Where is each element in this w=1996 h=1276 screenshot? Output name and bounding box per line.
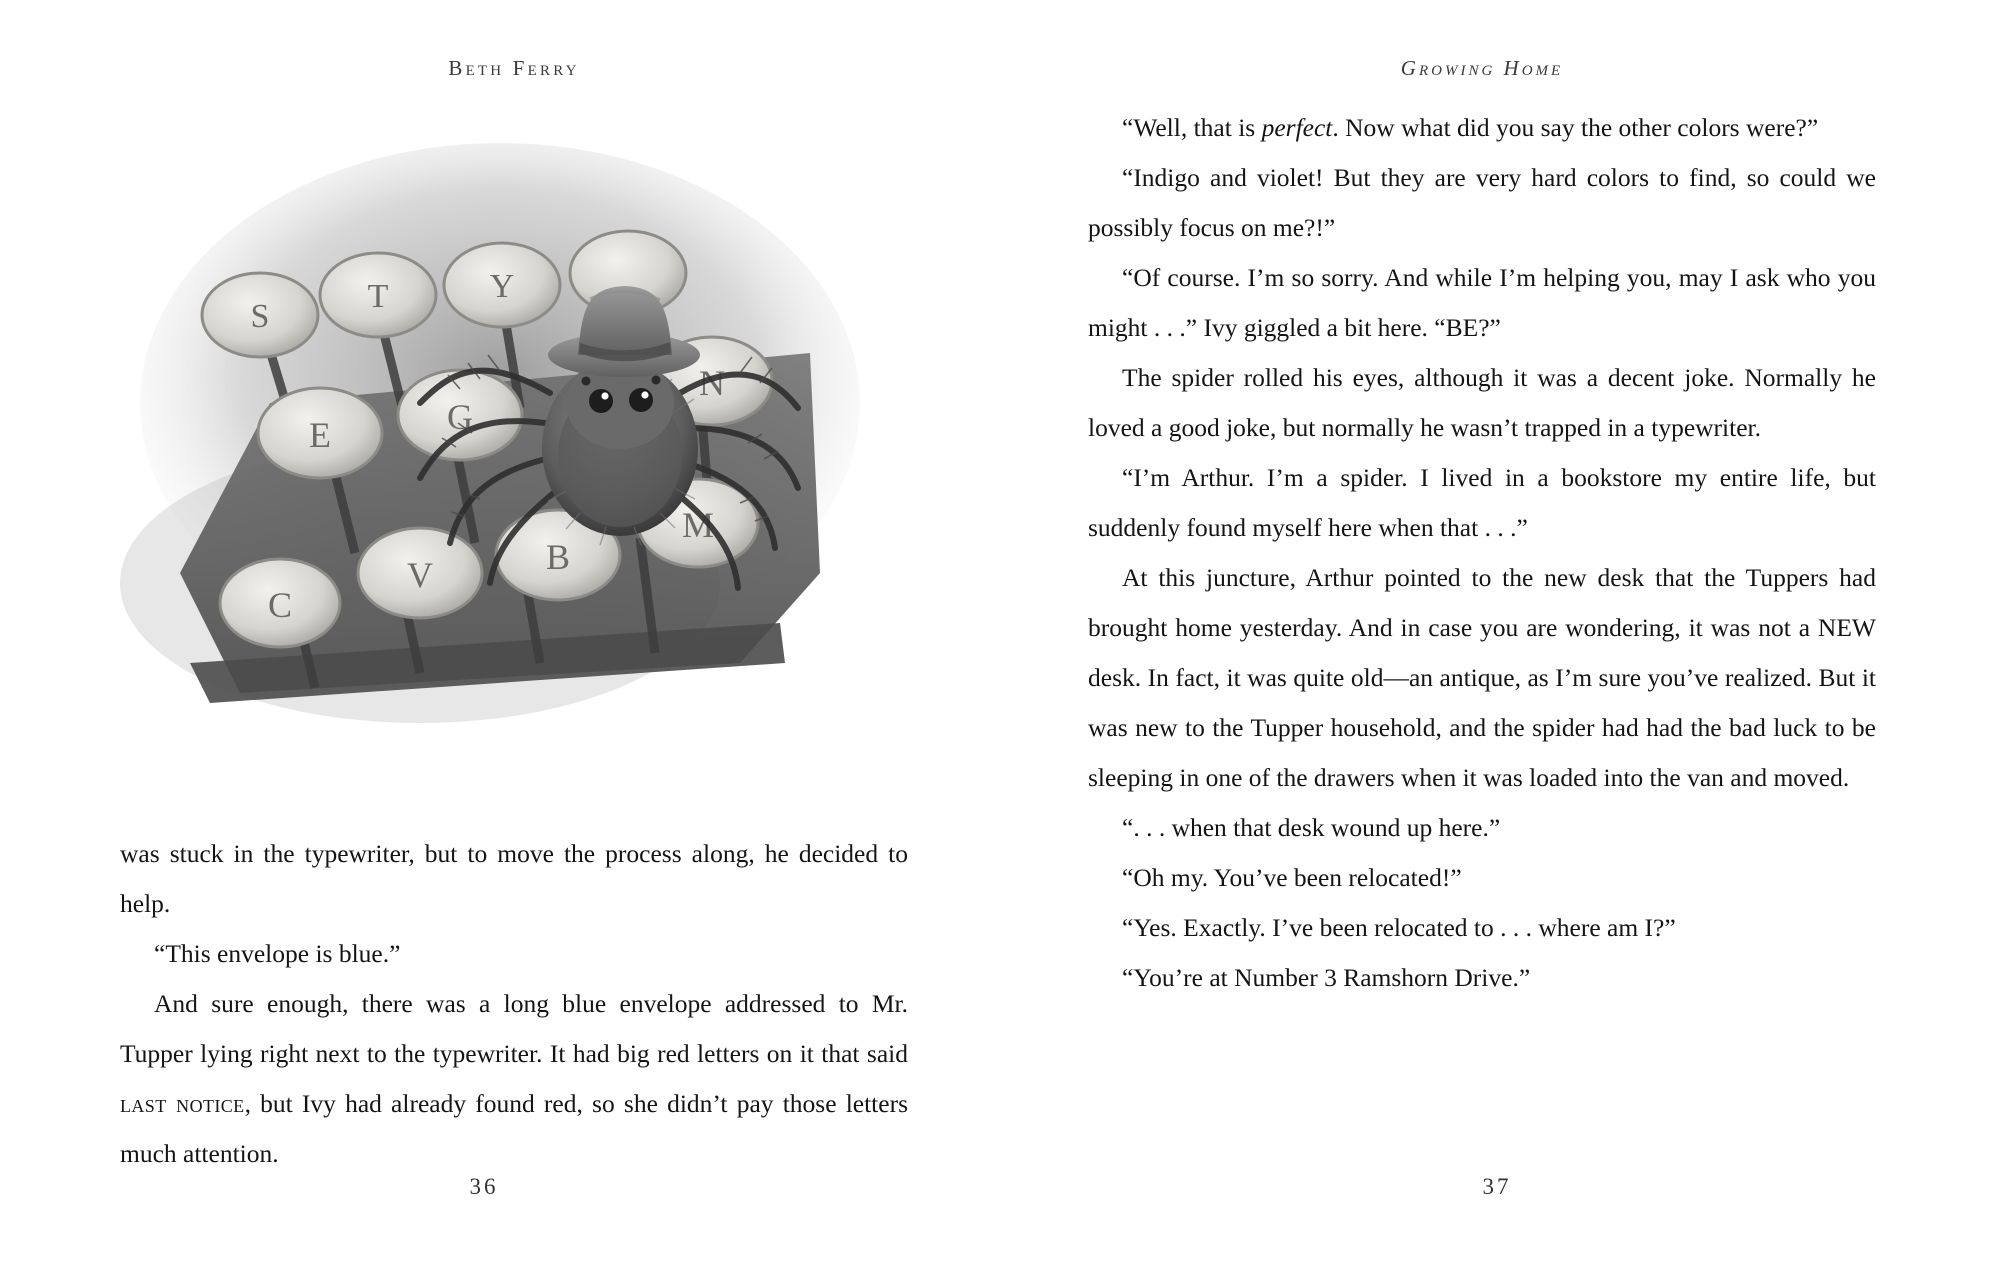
svg-text:E: E [309, 415, 331, 455]
page-number-right: 37 [1482, 1174, 1512, 1199]
paragraph-part: “Well, that is [1122, 113, 1262, 142]
paragraph: “Of course. I’m so sorry. And while I’m helping you, may I ask who you might . . .” Ivy giggled a bit here. “BE?” [1088, 263, 1876, 342]
paragraph: The spider rolled his eyes, although it was a decent joke. Normally he loved a good joke, but normally he wasn’t trapped in a typewriter. [1088, 363, 1876, 442]
paragraph: “Indigo and violet! But they are very hard colors to find, so could we possibly focus on me?!” [1088, 163, 1876, 242]
svg-text:T: T [367, 278, 389, 315]
right-page-body [1088, 103, 1876, 1003]
svg-text:N: N [699, 363, 725, 403]
emphasis-perfect: perfect [1261, 113, 1333, 142]
paragraph [120, 979, 908, 1179]
last-notice-smallcaps: last notice [120, 1089, 245, 1118]
svg-text:M: M [681, 505, 715, 545]
paragraph-part: . Now what did you say the other colors were?” [1332, 113, 1819, 142]
paragraph [1088, 103, 1876, 153]
paragraph: “Yes. Exactly. I’ve been relocated to . . . where am I?” [1122, 913, 1676, 942]
svg-text:S: S [250, 298, 270, 335]
paragraph: “. . . when that desk wound up here.” [1122, 813, 1501, 842]
svg-text:Y: Y [489, 268, 515, 305]
svg-text:V: V [407, 555, 433, 595]
running-head-title: Growing Home [1400, 56, 1564, 80]
running-head-author: Beth Ferry [448, 56, 580, 80]
paragraph: At this juncture, Arthur pointed to the new desk that the Tuppers had brought home yesterday. And in case you are wondering, it was not a NEW desk. In fact, it was quite old—an antique, as I’m sure you’ve realized. But it was new to the Tupper household, and the spider had had the bad luck to be sleeping in one of the drawers when it was loaded into the van and moved. [1088, 563, 1876, 792]
svg-text:G: G [447, 397, 473, 437]
svg-text:C: C [267, 585, 293, 625]
right-page [998, 0, 1996, 1276]
paragraph-part: And sure enough, there was a long blue envelope addressed to Mr. Tupper lying right next to the typewriter. It had big red letters on it that said [120, 989, 908, 1068]
svg-text:B: B [545, 537, 571, 577]
page-number-left: 36 [469, 1174, 499, 1199]
paragraph: “This envelope is blue.” [154, 939, 401, 968]
paragraph: was stuck in the typewriter, but to move the process along, he decided to help. [120, 839, 908, 918]
spider-on-typewriter-keys-illustration [120, 103, 910, 803]
left-page-body [120, 829, 908, 1179]
paragraph: “You’re at Number 3 Ramshorn Drive.” [1122, 963, 1531, 992]
paragraph: “I’m Arthur. I’m a spider. I lived in a bookstore my entire life, but suddenly found myself here when that . . .” [1088, 463, 1876, 542]
paragraph: “Oh my. You’ve been relocated!” [1122, 863, 1462, 892]
paragraph-part: , but Ivy had already found red, so she didn’t pay those letters much attention. [120, 1089, 909, 1168]
